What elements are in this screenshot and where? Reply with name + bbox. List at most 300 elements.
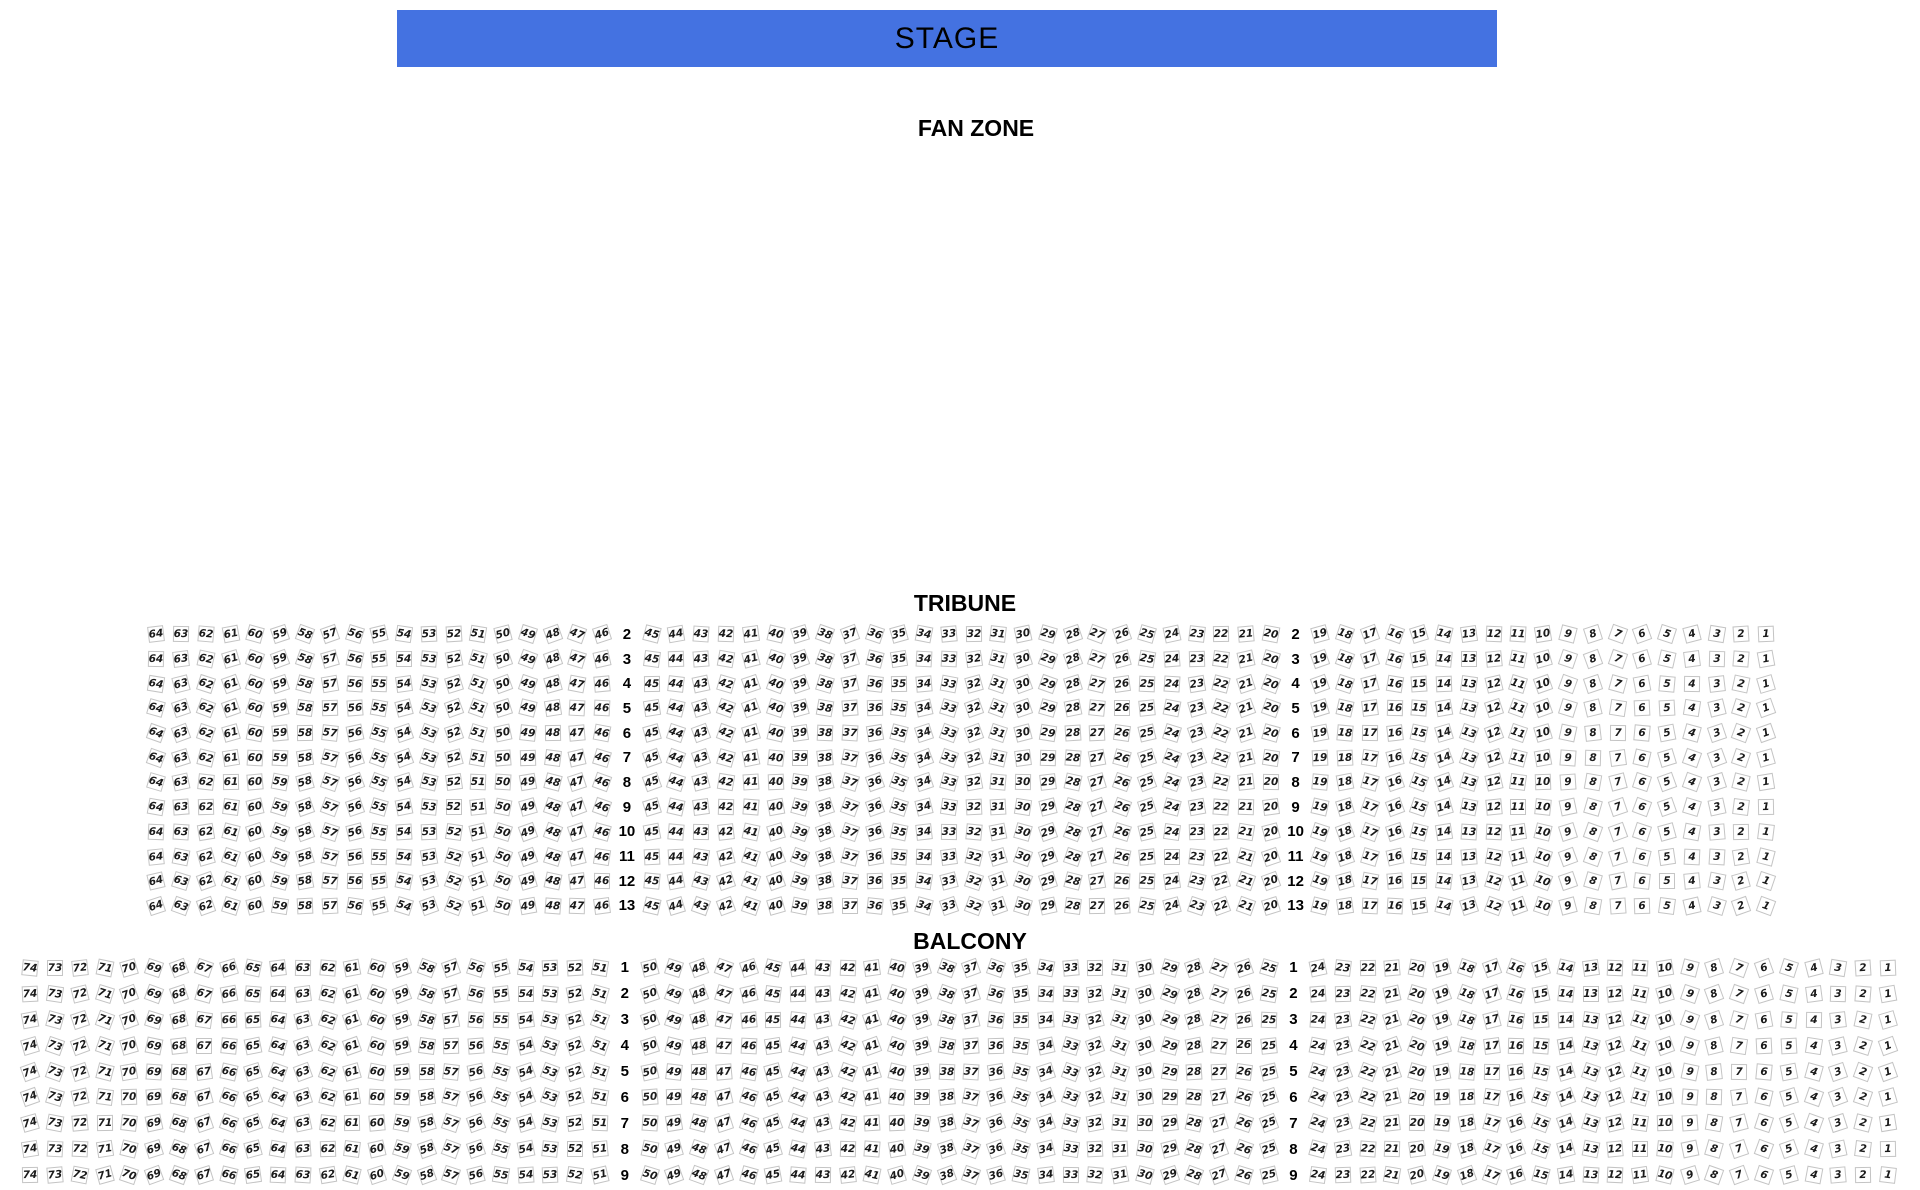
seat-tribune-row3-num52[interactable] [441,647,466,672]
seat-balcony-row1-num58[interactable] [414,955,439,981]
seat-tribune-row9-num2[interactable] [1729,795,1754,820]
seat-tribune-row8-num6[interactable] [1630,770,1655,795]
seat-tribune-row13-num62[interactable] [194,894,219,919]
seat-tribune-row9-num18[interactable] [1333,795,1358,820]
seat-balcony-row8-num18[interactable] [1454,1136,1479,1162]
seat-tribune-row12-num12[interactable] [1481,869,1506,894]
seat-balcony-row7-num53[interactable] [538,1110,563,1136]
seat-balcony-row5-num62[interactable] [315,1059,340,1085]
seat-tribune-row2-num63[interactable] [169,622,194,647]
seat-balcony-row3-num74[interactable] [18,1007,43,1033]
seat-tribune-row4-num61[interactable] [218,671,243,696]
seat-tribune-row8-num61[interactable] [218,770,243,795]
seat-tribune-row10-num60[interactable] [243,820,268,845]
seat-balcony-row3-num6[interactable] [1752,1007,1777,1033]
seat-balcony-row1-num22[interactable] [1355,955,1380,981]
seat-tribune-row10-num36[interactable] [862,820,887,845]
seat-balcony-row2-num14[interactable] [1553,981,1578,1007]
seat-tribune-row11-num20[interactable] [1258,844,1283,869]
seat-balcony-row4-num52[interactable] [563,1033,588,1059]
seat-balcony-row5-num52[interactable] [563,1059,588,1085]
seat-balcony-row6-num27[interactable] [1207,1084,1232,1110]
seat-tribune-row7-num35[interactable] [887,745,912,770]
seat-tribune-row11-num22[interactable] [1209,844,1234,869]
seat-tribune-row3-num12[interactable] [1481,647,1506,672]
seat-tribune-row10-num30[interactable] [1011,820,1036,845]
seat-balcony-row6-num66[interactable] [216,1084,241,1110]
seat-tribune-row6-num27[interactable] [1085,721,1110,746]
seat-tribune-row4-num56[interactable] [342,671,367,696]
seat-balcony-row4-num11[interactable] [1628,1033,1653,1059]
seat-balcony-row1-num32[interactable] [1083,955,1108,981]
seat-balcony-row6-num24[interactable] [1306,1084,1331,1110]
seat-balcony-row4-num73[interactable] [43,1033,68,1059]
seat-balcony-row3-num29[interactable] [1157,1007,1182,1033]
seat-balcony-row9-num34[interactable] [1033,1162,1058,1188]
seat-balcony-row5-num14[interactable] [1553,1059,1578,1085]
seat-balcony-row1-num67[interactable] [191,955,216,981]
seat-balcony-row1-num27[interactable] [1207,955,1232,981]
seat-balcony-row5-num4[interactable] [1801,1059,1826,1085]
seat-balcony-row4-num64[interactable] [266,1033,291,1059]
seat-balcony-row9-num41[interactable] [860,1162,885,1188]
seat-tribune-row4-num16[interactable] [1382,671,1407,696]
seat-balcony-row5-num6[interactable] [1752,1059,1777,1085]
seat-balcony-row5-num5[interactable] [1776,1059,1801,1085]
seat-tribune-row2-num43[interactable] [689,622,714,647]
seat-tribune-row7-num15[interactable] [1407,745,1432,770]
seat-tribune-row11-num49[interactable] [515,844,540,869]
seat-balcony-row3-num36[interactable] [984,1007,1009,1033]
seat-balcony-row1-num56[interactable] [464,955,489,981]
seat-tribune-row3-num27[interactable] [1085,647,1110,672]
seat-balcony-row1-num49[interactable] [662,955,687,981]
seat-balcony-row9-num58[interactable] [414,1162,439,1188]
seat-tribune-row8-num53[interactable] [416,770,441,795]
seat-tribune-row11-num44[interactable] [664,844,689,869]
seat-tribune-row12-num53[interactable] [416,869,441,894]
seat-balcony-row6-num47[interactable] [711,1084,736,1110]
seat-tribune-row4-num57[interactable] [317,671,342,696]
seat-tribune-row12-num2[interactable] [1729,869,1754,894]
seat-balcony-row5-num54[interactable] [513,1059,538,1085]
seat-tribune-row12-num18[interactable] [1333,869,1358,894]
seat-balcony-row6-num62[interactable] [315,1084,340,1110]
seat-tribune-row6-num41[interactable] [738,721,763,746]
seat-balcony-row2-num23[interactable] [1331,981,1356,1007]
seat-balcony-row9-num20[interactable] [1405,1162,1430,1188]
seat-tribune-row6-num33[interactable] [937,721,962,746]
seat-tribune-row13-num59[interactable] [268,894,293,919]
seat-balcony-row8-num41[interactable] [860,1136,885,1162]
seat-balcony-row8-num46[interactable] [736,1136,761,1162]
seat-tribune-row11-num47[interactable] [565,844,590,869]
seat-tribune-row7-num60[interactable] [243,745,268,770]
seat-tribune-row13-num34[interactable] [912,894,937,919]
seat-balcony-row9-num56[interactable] [464,1162,489,1188]
seat-tribune-row5-num32[interactable] [961,696,986,721]
seat-balcony-row3-num57[interactable] [439,1007,464,1033]
seat-balcony-row5-num42[interactable] [835,1059,860,1085]
seat-balcony-row3-num38[interactable] [934,1007,959,1033]
seat-balcony-row9-num65[interactable] [241,1162,266,1188]
seat-tribune-row3-num9[interactable] [1556,647,1581,672]
seat-balcony-row7-num40[interactable] [885,1110,910,1136]
seat-tribune-row3-num2[interactable] [1729,647,1754,672]
seat-balcony-row2-num35[interactable] [1009,981,1034,1007]
seat-balcony-row1-num52[interactable] [563,955,588,981]
seat-tribune-row3-num32[interactable] [961,647,986,672]
seat-balcony-row9-num40[interactable] [885,1162,910,1188]
seat-balcony-row1-num55[interactable] [489,955,514,981]
seat-balcony-row2-num32[interactable] [1083,981,1108,1007]
seat-tribune-row8-num54[interactable] [392,770,417,795]
seat-balcony-row9-num33[interactable] [1058,1162,1083,1188]
seat-balcony-row1-num61[interactable] [340,955,365,981]
seat-tribune-row9-num5[interactable] [1655,795,1680,820]
seat-tribune-row4-num59[interactable] [268,671,293,696]
seat-tribune-row7-num45[interactable] [639,745,664,770]
seat-balcony-row1-num19[interactable] [1430,955,1455,981]
seat-balcony-row9-num30[interactable] [1132,1162,1157,1188]
seat-balcony-row8-num35[interactable] [1009,1136,1034,1162]
seat-tribune-row7-num34[interactable] [912,745,937,770]
seat-tribune-row12-num15[interactable] [1407,869,1432,894]
seat-balcony-row1-num5[interactable] [1776,955,1801,981]
seat-tribune-row10-num20[interactable] [1258,820,1283,845]
seat-balcony-row3-num54[interactable] [513,1007,538,1033]
seat-balcony-row3-num56[interactable] [464,1007,489,1033]
seat-balcony-row9-num27[interactable] [1207,1162,1232,1188]
seat-tribune-row3-num50[interactable] [491,647,516,672]
seat-tribune-row2-num54[interactable] [392,622,417,647]
seat-balcony-row8-num14[interactable] [1553,1136,1578,1162]
seat-balcony-row6-num31[interactable] [1108,1084,1133,1110]
seat-balcony-row4-num21[interactable] [1380,1033,1405,1059]
seat-tribune-row11-num8[interactable] [1580,844,1605,869]
seat-tribune-row9-num9[interactable] [1556,795,1581,820]
seat-tribune-row7-num8[interactable] [1580,745,1605,770]
seat-balcony-row5-num21[interactable] [1380,1059,1405,1085]
seat-tribune-row11-num24[interactable] [1159,844,1184,869]
seat-tribune-row7-num49[interactable] [515,745,540,770]
seat-tribune-row8-num22[interactable] [1209,770,1234,795]
seat-tribune-row13-num29[interactable] [1036,894,1061,919]
seat-tribune-row4-num60[interactable] [243,671,268,696]
seat-tribune-row2-num46[interactable] [590,622,615,647]
seat-balcony-row9-num4[interactable] [1801,1162,1826,1188]
seat-tribune-row5-num28[interactable] [1060,696,1085,721]
seat-tribune-row7-num63[interactable] [169,745,194,770]
seat-tribune-row12-num46[interactable] [590,869,615,894]
seat-tribune-row8-num7[interactable] [1605,770,1630,795]
seat-balcony-row5-num67[interactable] [191,1059,216,1085]
seat-tribune-row9-num34[interactable] [912,795,937,820]
seat-tribune-row8-num35[interactable] [887,770,912,795]
seat-balcony-row6-num74[interactable] [18,1084,43,1110]
seat-balcony-row7-num34[interactable] [1033,1110,1058,1136]
seat-tribune-row12-num39[interactable] [788,869,813,894]
seat-balcony-row4-num63[interactable] [290,1033,315,1059]
seat-tribune-row8-num12[interactable] [1481,770,1506,795]
seat-balcony-row8-num23[interactable] [1331,1136,1356,1162]
seat-balcony-row9-num8[interactable] [1702,1162,1727,1188]
seat-tribune-row10-num35[interactable] [887,820,912,845]
seat-balcony-row6-num10[interactable] [1653,1084,1678,1110]
seat-tribune-row12-num35[interactable] [887,869,912,894]
seat-tribune-row12-num57[interactable] [317,869,342,894]
seat-tribune-row6-num64[interactable] [144,721,169,746]
seat-tribune-row11-num32[interactable] [961,844,986,869]
seat-tribune-row5-num34[interactable] [912,696,937,721]
seat-tribune-row8-num41[interactable] [738,770,763,795]
seat-balcony-row8-num68[interactable] [167,1136,192,1162]
seat-balcony-row9-num57[interactable] [439,1162,464,1188]
seat-tribune-row6-num8[interactable] [1580,721,1605,746]
seat-balcony-row8-num59[interactable] [389,1136,414,1162]
seat-tribune-row10-num46[interactable] [590,820,615,845]
seat-tribune-row9-num62[interactable] [194,795,219,820]
seat-balcony-row2-num2[interactable] [1851,981,1876,1007]
seat-tribune-row2-num8[interactable] [1580,622,1605,647]
seat-tribune-row7-num10[interactable] [1531,745,1556,770]
seat-tribune-row13-num38[interactable] [813,894,838,919]
seat-tribune-row3-num59[interactable] [268,647,293,672]
seat-balcony-row4-num49[interactable] [662,1033,687,1059]
seat-tribune-row5-num42[interactable] [714,696,739,721]
seat-tribune-row5-num20[interactable] [1258,696,1283,721]
seat-tribune-row4-num63[interactable] [169,671,194,696]
seat-balcony-row1-num46[interactable] [736,955,761,981]
seat-tribune-row10-num31[interactable] [986,820,1011,845]
seat-tribune-row13-num48[interactable] [540,894,565,919]
seat-balcony-row4-num68[interactable] [167,1033,192,1059]
seat-tribune-row4-num13[interactable] [1457,671,1482,696]
seat-tribune-row10-num40[interactable] [763,820,788,845]
seat-tribune-row10-num4[interactable] [1679,820,1704,845]
seat-balcony-row3-num41[interactable] [860,1007,885,1033]
seat-tribune-row9-num8[interactable] [1580,795,1605,820]
seat-tribune-row2-num19[interactable] [1308,622,1333,647]
seat-balcony-row9-num16[interactable] [1504,1162,1529,1188]
seat-balcony-row2-num40[interactable] [885,981,910,1007]
seat-balcony-row3-num48[interactable] [687,1007,712,1033]
seat-tribune-row6-num63[interactable] [169,721,194,746]
seat-tribune-row6-num1[interactable] [1754,721,1779,746]
seat-balcony-row7-num6[interactable] [1752,1110,1777,1136]
seat-tribune-row12-num23[interactable] [1184,869,1209,894]
seat-tribune-row13-num14[interactable] [1432,894,1457,919]
seat-balcony-row1-num25[interactable] [1256,955,1281,981]
seat-tribune-row2-num41[interactable] [738,622,763,647]
seat-balcony-row8-num56[interactable] [464,1136,489,1162]
seat-balcony-row1-num73[interactable] [43,955,68,981]
seat-tribune-row11-num38[interactable] [813,844,838,869]
seat-balcony-row6-num71[interactable] [92,1084,117,1110]
seat-balcony-row7-num2[interactable] [1851,1110,1876,1136]
seat-balcony-row6-num50[interactable] [637,1084,662,1110]
seat-balcony-row6-num36[interactable] [984,1084,1009,1110]
seat-tribune-row12-num20[interactable] [1258,869,1283,894]
seat-balcony-row4-num70[interactable] [117,1033,142,1059]
seat-balcony-row1-num31[interactable] [1108,955,1133,981]
seat-tribune-row11-num45[interactable] [639,844,664,869]
seat-tribune-row11-num59[interactable] [268,844,293,869]
seat-tribune-row3-num20[interactable] [1258,647,1283,672]
seat-tribune-row9-num57[interactable] [317,795,342,820]
seat-tribune-row4-num33[interactable] [937,671,962,696]
seat-balcony-row6-num30[interactable] [1132,1084,1157,1110]
seat-balcony-row3-num8[interactable] [1702,1007,1727,1033]
seat-tribune-row8-num11[interactable] [1506,770,1531,795]
seat-balcony-row3-num62[interactable] [315,1007,340,1033]
seat-tribune-row4-num2[interactable] [1729,671,1754,696]
seat-balcony-row4-num35[interactable] [1009,1033,1034,1059]
seat-tribune-row11-num39[interactable] [788,844,813,869]
seat-tribune-row3-num47[interactable] [565,647,590,672]
seat-balcony-row3-num59[interactable] [389,1007,414,1033]
seat-tribune-row13-num49[interactable] [515,894,540,919]
seat-tribune-row10-num63[interactable] [169,820,194,845]
seat-tribune-row5-num40[interactable] [763,696,788,721]
seat-balcony-row8-num33[interactable] [1058,1136,1083,1162]
seat-tribune-row11-num25[interactable] [1135,844,1160,869]
seat-tribune-row11-num63[interactable] [169,844,194,869]
seat-tribune-row4-num5[interactable] [1655,671,1680,696]
seat-tribune-row8-num28[interactable] [1060,770,1085,795]
seat-tribune-row9-num20[interactable] [1258,795,1283,820]
seat-balcony-row2-num20[interactable] [1405,981,1430,1007]
seat-balcony-row9-num28[interactable] [1182,1162,1207,1188]
seat-tribune-row9-num12[interactable] [1481,795,1506,820]
seat-tribune-row12-num24[interactable] [1159,869,1184,894]
seat-tribune-row4-num28[interactable] [1060,671,1085,696]
seat-tribune-row9-num41[interactable] [738,795,763,820]
seat-tribune-row6-num23[interactable] [1184,721,1209,746]
seat-balcony-row7-num60[interactable] [365,1110,390,1136]
seat-tribune-row12-num43[interactable] [689,869,714,894]
seat-balcony-row8-num60[interactable] [365,1136,390,1162]
seat-tribune-row3-num28[interactable] [1060,647,1085,672]
seat-balcony-row9-num43[interactable] [811,1162,836,1188]
seat-tribune-row2-num49[interactable] [515,622,540,647]
seat-balcony-row4-num53[interactable] [538,1033,563,1059]
seat-balcony-row2-num52[interactable] [563,981,588,1007]
seat-balcony-row9-num51[interactable] [588,1162,613,1188]
seat-tribune-row3-num63[interactable] [169,647,194,672]
seat-tribune-row13-num21[interactable] [1234,894,1259,919]
seat-balcony-row9-num2[interactable] [1851,1162,1876,1188]
seat-balcony-row1-num69[interactable] [142,955,167,981]
seat-balcony-row7-num64[interactable] [266,1110,291,1136]
seat-tribune-row5-num54[interactable] [392,696,417,721]
seat-balcony-row9-num1[interactable] [1875,1162,1900,1188]
seat-balcony-row8-num70[interactable] [117,1136,142,1162]
seat-tribune-row3-num3[interactable] [1704,647,1729,672]
seat-tribune-row5-num4[interactable] [1679,696,1704,721]
seat-balcony-row3-num72[interactable] [68,1007,93,1033]
seat-balcony-row3-num61[interactable] [340,1007,365,1033]
seat-tribune-row3-num53[interactable] [416,647,441,672]
seat-balcony-row8-num31[interactable] [1108,1136,1133,1162]
seat-balcony-row1-num42[interactable] [835,955,860,981]
seat-tribune-row4-num3[interactable] [1704,671,1729,696]
seat-tribune-row7-num18[interactable] [1333,745,1358,770]
seat-balcony-row7-num20[interactable] [1405,1110,1430,1136]
seat-tribune-row8-num3[interactable] [1704,770,1729,795]
seat-balcony-row5-num15[interactable] [1529,1059,1554,1085]
seat-balcony-row6-num67[interactable] [191,1084,216,1110]
seat-balcony-row4-num57[interactable] [439,1033,464,1059]
seat-tribune-row10-num16[interactable] [1382,820,1407,845]
seat-balcony-row4-num10[interactable] [1653,1033,1678,1059]
seat-tribune-row11-num10[interactable] [1531,844,1556,869]
seat-tribune-row6-num56[interactable] [342,721,367,746]
seat-balcony-row5-num37[interactable] [959,1059,984,1085]
seat-tribune-row7-num61[interactable] [218,745,243,770]
seat-tribune-row4-num12[interactable] [1481,671,1506,696]
seat-tribune-row3-num37[interactable] [837,647,862,672]
seat-tribune-row7-num43[interactable] [689,745,714,770]
seat-balcony-row6-num39[interactable] [910,1084,935,1110]
seat-tribune-row4-num17[interactable] [1358,671,1383,696]
seat-tribune-row8-num33[interactable] [937,770,962,795]
seat-tribune-row13-num20[interactable] [1258,894,1283,919]
seat-tribune-row5-num7[interactable] [1605,696,1630,721]
seat-balcony-row9-num49[interactable] [662,1162,687,1188]
seat-tribune-row2-num14[interactable] [1432,622,1457,647]
seat-tribune-row13-num47[interactable] [565,894,590,919]
seat-tribune-row7-num59[interactable] [268,745,293,770]
seat-tribune-row12-num34[interactable] [912,869,937,894]
seat-tribune-row12-num14[interactable] [1432,869,1457,894]
seat-balcony-row5-num68[interactable] [167,1059,192,1085]
seat-balcony-row4-num51[interactable] [588,1033,613,1059]
seat-tribune-row7-num1[interactable] [1754,745,1779,770]
seat-balcony-row6-num13[interactable] [1578,1084,1603,1110]
seat-balcony-row7-num3[interactable] [1826,1110,1851,1136]
seat-tribune-row13-num7[interactable] [1605,894,1630,919]
seat-tribune-row6-num39[interactable] [788,721,813,746]
seat-balcony-row2-num28[interactable] [1182,981,1207,1007]
seat-balcony-row3-num28[interactable] [1182,1007,1207,1033]
seat-tribune-row12-num21[interactable] [1234,869,1259,894]
seat-balcony-row6-num41[interactable] [860,1084,885,1110]
seat-balcony-row5-num58[interactable] [414,1059,439,1085]
seat-balcony-row5-num9[interactable] [1677,1059,1702,1085]
seat-balcony-row6-num20[interactable] [1405,1084,1430,1110]
seat-tribune-row8-num20[interactable] [1258,770,1283,795]
seat-balcony-row6-num43[interactable] [811,1084,836,1110]
seat-tribune-row5-num62[interactable] [194,696,219,721]
seat-tribune-row11-num15[interactable] [1407,844,1432,869]
seat-tribune-row8-num13[interactable] [1457,770,1482,795]
seat-tribune-row11-num29[interactable] [1036,844,1061,869]
seat-balcony-row7-num15[interactable] [1529,1110,1554,1136]
seat-tribune-row11-num13[interactable] [1457,844,1482,869]
seat-tribune-row3-num17[interactable] [1358,647,1383,672]
seat-balcony-row1-num30[interactable] [1132,955,1157,981]
seat-balcony-row7-num19[interactable] [1430,1110,1455,1136]
seat-tribune-row13-num17[interactable] [1358,894,1383,919]
seat-tribune-row2-num52[interactable] [441,622,466,647]
seat-tribune-row5-num41[interactable] [738,696,763,721]
seat-tribune-row4-num27[interactable] [1085,671,1110,696]
seat-tribune-row7-num40[interactable] [763,745,788,770]
seat-tribune-row2-num40[interactable] [763,622,788,647]
seat-tribune-row12-num54[interactable] [392,869,417,894]
seat-tribune-row10-num13[interactable] [1457,820,1482,845]
